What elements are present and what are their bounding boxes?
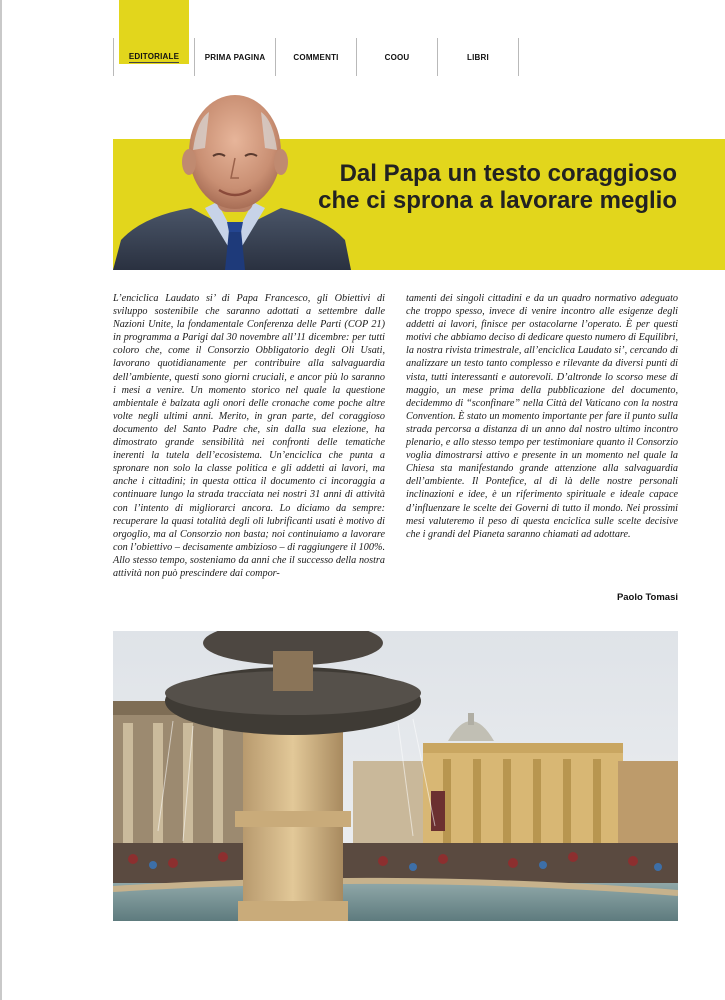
article-column-2: tamenti dei singoli cittadini e da un quadro normativo adeguato che troppo spesso, invece di venire incontro alle esigenze degli addetti ai lavori, finisce per ostacolarne l’operato. È per questi motivi che abbiamo deciso di dedicare questo numero di Equilibri, la nostra rivista trimestrale, all’enciclica Laudato si’, cercando di analizzare un testo tanto complesso e rilevante da diversi punti di vista, tutti interessanti e autorevoli. D’altronde lo scorso mese di maggio, un mese prima della pubblicazione del documento, decidemmo di “sconfinare” nella Città del Vaticano con la nostra Convention. È stato un momento importante per fare il punto sulla strada percorsa a distanza di un anno dal nostro ultimo incontro plenario, e allo stesso tempo per testimoniare quanto il Consorzio voglia dimostrarsi attivo e presente in un momento nel quale la Chiesa sta manifestando grande attenzione alla salvaguardia dell’ambiente. Il Pontefice, al di là delle nostre personali inclinazioni e idee, è un riferimento spirituale e ideale capace d’influenzare le scelte dei Governi di tutto il mondo. Nei prossimi mesi valuteremo il peso di questa enciclica sulle scelte decisive che i grandi del Pianeta saranno chiamati ad adottare. — [406, 293, 678, 540]
nav-item-label: LIBRI — [467, 52, 489, 62]
title-line-1: Dal Papa un testo coraggioso — [339, 160, 677, 187]
nav-item-label: COMMENTI — [293, 52, 339, 62]
author-signature: Paolo Tomasi — [616, 592, 678, 603]
title-line-2: che ci sprona a lavorare meglio — [318, 187, 677, 214]
st-peters-square-photo — [113, 631, 678, 921]
page-edge — [0, 0, 2, 1000]
section-nav — [113, 38, 519, 76]
nav-item-editoriale[interactable] — [113, 38, 194, 76]
portrait-photo — [113, 90, 351, 270]
article-title — [318, 160, 677, 214]
nav-item-prima-pagina[interactable] — [194, 38, 275, 76]
article-column-1: L’enciclica Laudato si’ di Papa Francesco, gli Obiettivi di sviluppo sostenibile che saranno adottati a settembre dalle Nazioni Unite, la fondamentale Conferenza delle Parti (COP 21) in programma a Parigi dal 30 novembre all’11 dicembre: per tutti coloro che, come il Consorzio Obbligatorio degli Oli Usati, lavorano quotidianamente per contribuire alla salvaguardia dell’ambiente, questi sono giorni cruciali, e ancor più lo saranno i mesi a venire. Un momento storico nel quale la questione ambientale è balzata agli onori delle cronache come poche altre volte negli ultimi anni. Merito, in gran parte, del coraggioso documento del Santo Padre che, sin dalla sua elezione, ha dimostrato grande sensibilità nei confronti delle tematiche inerenti la tutela dell’ecosistema. Un’enciclica che punta a spronare non solo la classe politica e gli addetti ai lavori, ma anche i cittadini; in questa ottica il documento ci incoraggia a continuare lungo la strada tracciata nei nostri 31 anni di attività con l’intento di migliorarci ancora. Lo diciamo da sempre: recuperare la quasi totalità degli oli lubrificanti usati è motivo di orgoglio, ma al Consorzio non basta; noi continuiamo a lavorare con l’obiettivo – decisamente ambizioso – di raggiungere il 100%. Allo stesso tempo, sosteniamo da anni che il successo della nostra attività non può prescindere dai compor- — [113, 293, 385, 579]
nav-item-commenti[interactable] — [275, 38, 356, 76]
nav-item-label: COOU — [384, 52, 410, 62]
nav-item-libri[interactable] — [437, 38, 519, 76]
nav-item-label: EDITORIALE — [128, 51, 180, 61]
nav-item-coou[interactable] — [356, 38, 437, 76]
nav-item-label: PRIMA PAGINA — [204, 52, 266, 62]
